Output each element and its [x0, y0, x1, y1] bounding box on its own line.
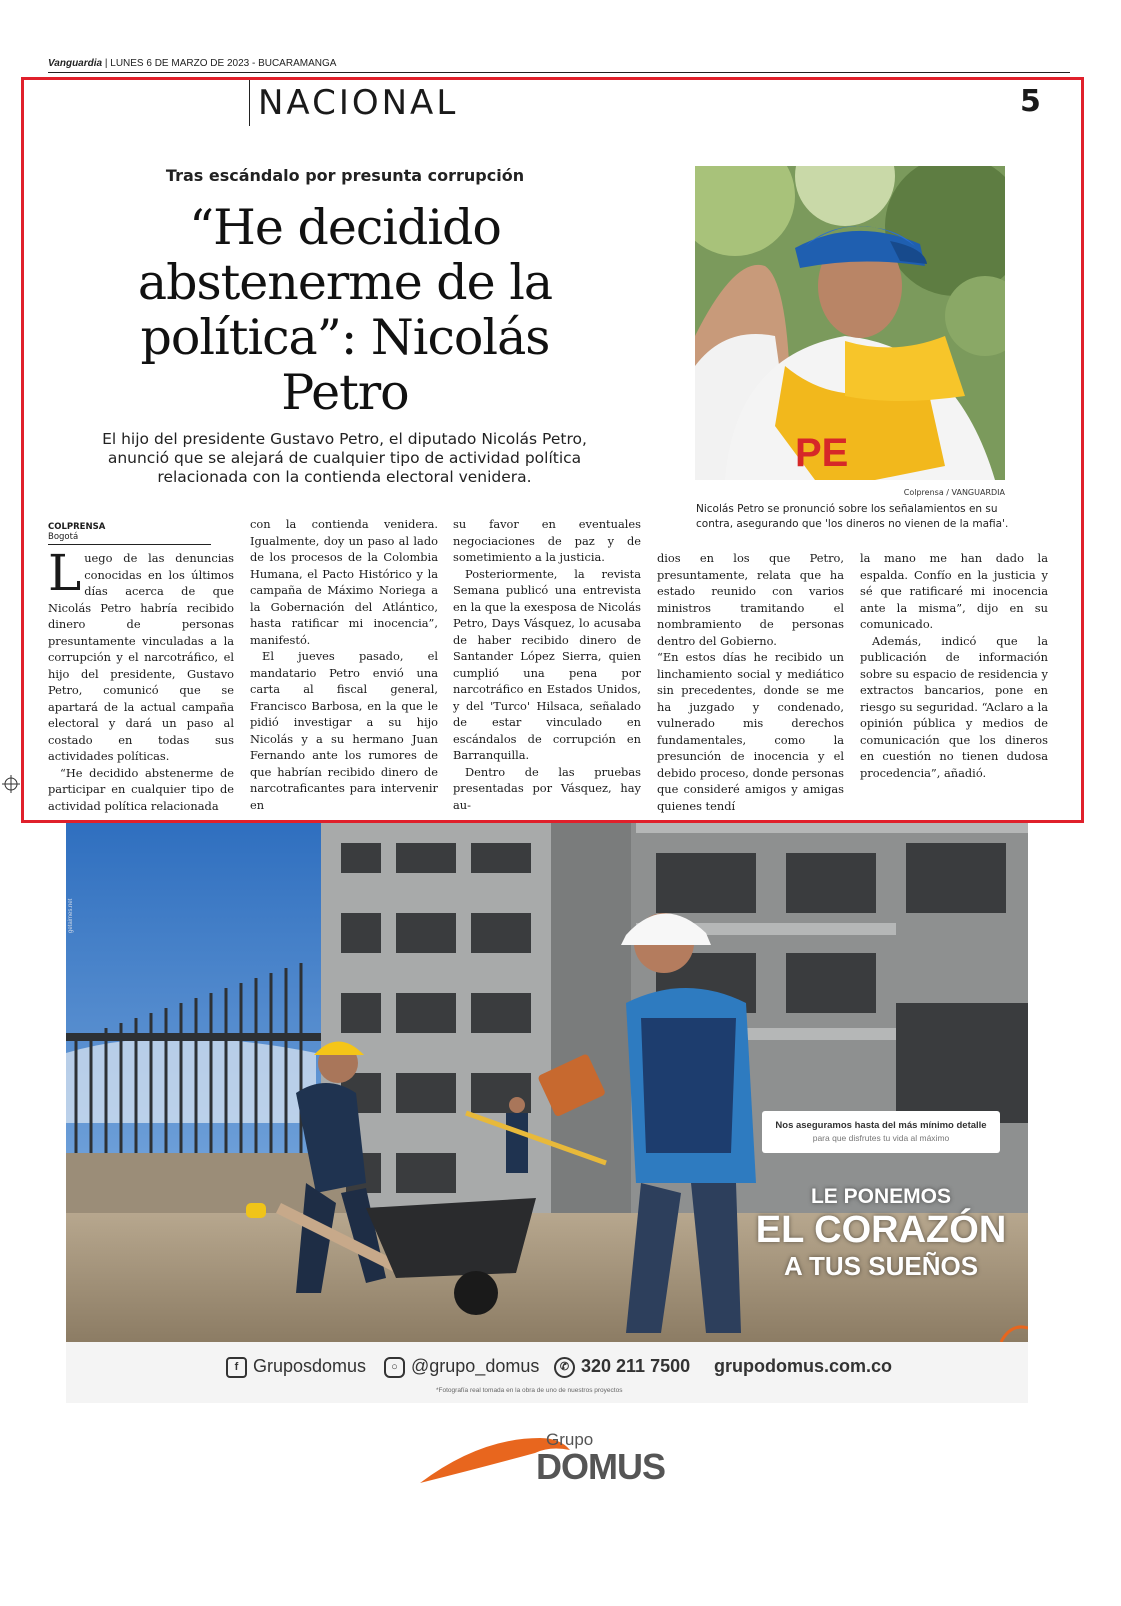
- article-paragraph: El jueves pasado, el mandatario Petro envió una carta al fiscal general, Francisco Barbosa, en la que le pidió investigar a su hijo Nicolás y a su hermano Juan Fernando ante los rumores de que habrían recibido dinero de narcotraficantes para intervenir en: [250, 649, 438, 812]
- page-header: [48, 58, 1070, 73]
- photo-caption: Nicolás Petro se pronunció sobre los señalamientos en su contra, asegurando que 'los dineros no vienen de la mafia'.: [696, 503, 1009, 530]
- article-paragraph: Dentro de las pruebas presentadas por Vásquez, hay au-: [453, 764, 641, 812]
- facebook-icon: f: [226, 1357, 247, 1378]
- article-column-4: [657, 550, 844, 814]
- header-date: | LUNES 6 DE MARZO DE 2023 - BUCARAMANGA: [104, 58, 337, 69]
- article-photo: [695, 166, 1005, 480]
- byline: [48, 522, 211, 545]
- article-paragraph: su favor en eventuales negociaciones de paz y de sometimiento a la justicia.: [453, 517, 641, 564]
- section-title: NACIONAL: [249, 80, 458, 126]
- article-column-1: [48, 544, 234, 814]
- registration-mark-icon: [2, 775, 20, 793]
- article-paragraph: Además, indicó que la publicación de información sobre su espacio de residencia y extractos bancarios, pone en riesgo su seguridad. “Aclaro a la opinión pública y medios de comunicación que los dineros en cuestión no tienen dudosa procedencia”, añadió.: [860, 633, 1048, 780]
- ad-slogan-line-2: EL CORAZÓN: [755, 1209, 1007, 1251]
- ad-slogan-line-3: A TUS SUEÑOS: [783, 1251, 979, 1281]
- byline-agency: COLPRENSA: [48, 522, 106, 532]
- drop-cap: L: [48, 544, 82, 602]
- header-rule: [48, 72, 1070, 73]
- brand-name: Vanguardia: [48, 58, 103, 69]
- article-paragraph: con la contienda venidera. Igualmente, doy un paso al lado de los procesos de la Colombia Humana, el Pacto Histórico y la campaña de Máximo Noriega a la Gobernación del Atlántico, hasta ratificar mi inocencia”, manifestó.: [250, 517, 438, 647]
- instagram-icon: ○: [384, 1357, 405, 1378]
- article-paragraph: la mano me han dado la espalda. Confío en la justicia y sé que ratificaré mi inocencia ante la misma”, dijo en su comunicado.: [860, 551, 1048, 631]
- ad-card-line-1: Nos aseguramos hasta del más mínimo detalle: [775, 1120, 987, 1131]
- article-column-5: [860, 550, 1048, 781]
- whatsapp-icon: ✆: [554, 1357, 575, 1378]
- article-deck: El hijo del presidente Gustavo Petro, el diputado Nicolás Petro, anunció que se alejará de cualquier tipo de actividad política relacionada con la contienda electoral venidera.: [102, 430, 587, 486]
- byline-city: Bogotá: [48, 532, 79, 542]
- article-kicker: Tras escándalo por presunta corrupción: [165, 166, 525, 185]
- ad-instagram[interactable]: ○ @grupo_domus: [384, 1356, 539, 1378]
- photo-credit: Colprensa / VANGUARDIA: [903, 488, 1005, 497]
- ad-slogan: [746, 1185, 1016, 1281]
- logo-domus-text: DOMUS: [536, 1446, 665, 1487]
- advertisement[interactable]: [66, 823, 1028, 1403]
- ad-website[interactable]: grupodomus.com.co: [714, 1356, 893, 1376]
- ad-slogan-line-1: LE PONEMOS: [810, 1185, 952, 1208]
- ad-info-card: [762, 1111, 1000, 1153]
- ad-facebook[interactable]: f Gruposdomus: [226, 1356, 366, 1378]
- article-column-2: [250, 516, 438, 813]
- article-column-3: [453, 516, 641, 813]
- ad-photo-note: *Fotografía real tomada en la obra de uno de nuestros proyectos: [436, 1387, 623, 1394]
- article-paragraph: “He decidido abstenerme de participar en cualquier tipo de actividad política relacionada: [48, 765, 234, 813]
- ad-whatsapp[interactable]: ✆ 320 211 7500: [554, 1356, 690, 1378]
- nicolas-petro-photo: [695, 166, 1005, 480]
- ad-card-line-2: para que disfrutes tu vida al máximo: [812, 1133, 950, 1143]
- article-paragraph: “En estos días he recibido un linchamiento social y mediático sin precedentes, donde se me ha juzgado y condenado, vulnerado mis derechos fundamentales, como la presunción de inocencia y el debido proceso, donde personas que consideré amigos y amigas quienes tendí: [657, 650, 844, 813]
- grupo-domus-logo: [410, 1428, 710, 1498]
- article-paragraph: Posteriormente, la revista Semana publicó una entrevista en la que la exesposa de Nicolás Petro, Days Vásquez, lo acusaba de haber recibido dinero de Santander López Sierra, quien cumplió una pena por narcotráfico en Estados Unidos, y del 'Turco' Hilsaca, señalado de estar vinculado en escándalos de corrupción en Barranquilla.: [453, 566, 641, 762]
- page-number: 5: [1020, 84, 1041, 119]
- ad-contact-bar: [66, 1342, 1028, 1403]
- article-headline: “He decidido abstenerme de la política”: Nicolás Petro: [137, 199, 553, 421]
- logo-grupo-text: Grupo: [546, 1430, 594, 1449]
- ad-watermark: getaimes.net: [68, 898, 74, 933]
- article-paragraph: dios en los que Petro, presuntamente, relata que ha estado reunido con varios ministros tramitando el nombramiento de personas dentro del Gobierno.: [657, 551, 844, 648]
- svg-text:PE: PE: [795, 431, 849, 475]
- article-paragraph: Luego de las denuncias conocidas en los últimos días acerca de que Nicolás Petro habría recibido dinero de personas presuntamente vinculadas a la corrupción y el narcotráfico, el hijo del presidente, Gustavo Petro, comunicó que se apartará de la actual campaña electoral y dará un paso al costado en todas sus actividades políticas.: [48, 544, 234, 763]
